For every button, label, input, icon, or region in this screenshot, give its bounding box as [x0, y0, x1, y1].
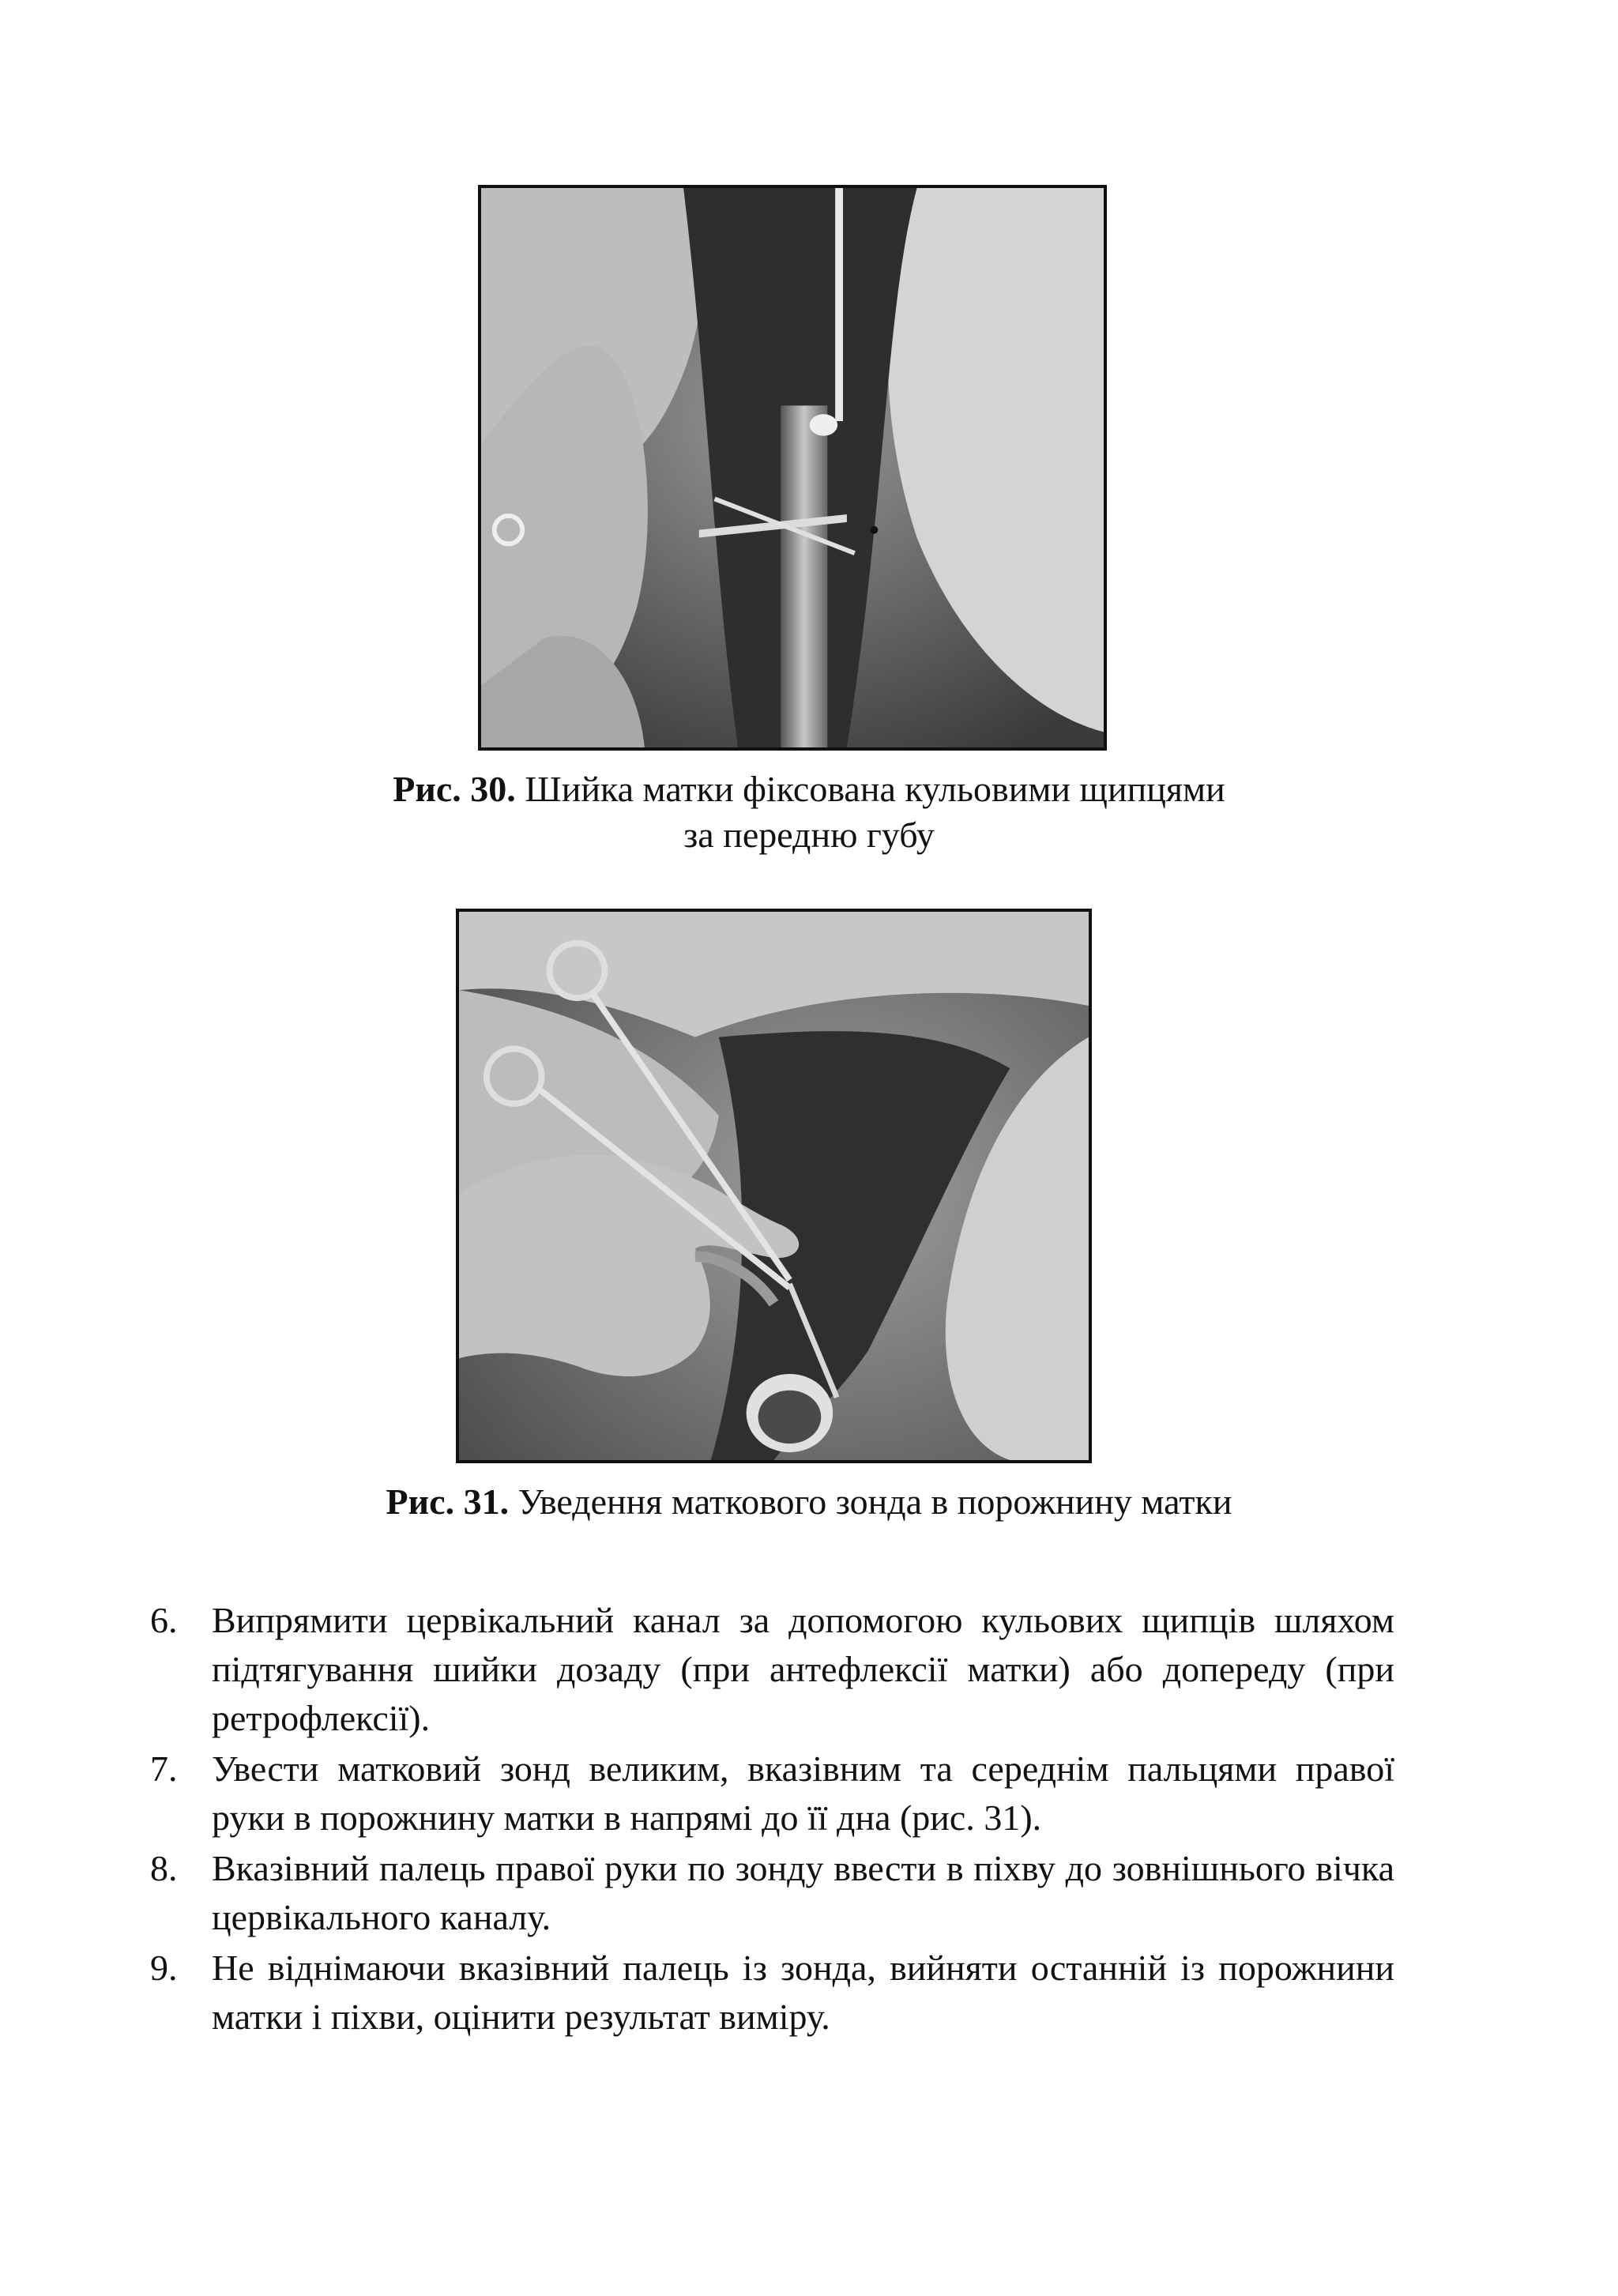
- list-item: [150, 1944, 1394, 2042]
- step-text: Вказівний палець правої руки по зонду ввести в піхву до зовнішнього вічка цервікального каналу.: [212, 1848, 1394, 1937]
- step-number: 8.: [150, 1848, 178, 1888]
- step-number: 7.: [150, 1748, 178, 1789]
- list-item: [150, 1844, 1394, 1942]
- figure-31-photo: [456, 909, 1092, 1463]
- figure-30-label: Рис. 30.: [393, 769, 516, 809]
- figure-30-caption: [0, 766, 1618, 858]
- procedure-steps-list: [150, 1596, 1394, 2043]
- figure-30-caption-line2: за передню губу: [683, 815, 935, 855]
- figure-31-caption-line1: Уведення маткового зонда в порожнину матки: [517, 1481, 1232, 1522]
- step-number: 6.: [150, 1600, 178, 1640]
- figure-31-caption: [0, 1479, 1618, 1525]
- figure-31-label: Рис. 31.: [386, 1481, 510, 1522]
- step-text: Не віднімаючи вказівний палець із зонда, вийняти останній із порожнини матки і піхви, оцінити результат виміру.: [212, 1948, 1394, 2037]
- figure-30-photo: [478, 185, 1107, 751]
- list-item: [150, 1596, 1394, 1743]
- figure-30-caption-line1: Шийка матки фіксована кульовими щипцями: [525, 769, 1225, 809]
- list-item: [150, 1745, 1394, 1842]
- step-text: Випрямити цервікальний канал за допомогою кульових щипців шляхом підтягування шийки дозаду (при антефлексії матки) або допереду (при ретрофлексії).: [212, 1600, 1394, 1738]
- step-number: 9.: [150, 1948, 178, 1988]
- step-text: Увести матковий зонд великим, вказівним та середнім пальцями правої руки в порожнину матки в напрямі до її дна (рис. 31).: [212, 1748, 1394, 1838]
